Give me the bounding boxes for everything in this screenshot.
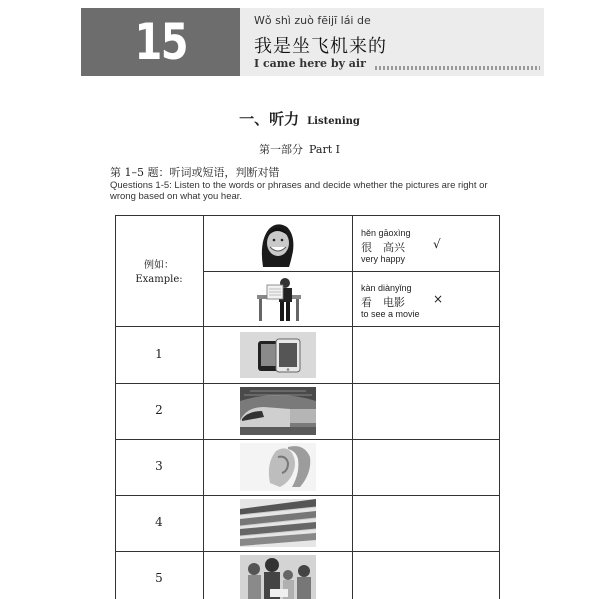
example-1-english: very happy (361, 254, 406, 264)
table-line (499, 215, 500, 599)
decorative-dash-line (375, 66, 540, 70)
section-title-english: Listening (307, 116, 360, 127)
man-reading-newspaper-photo (253, 275, 305, 323)
smiling-woman-photo (255, 221, 299, 267)
question-number: 5 (155, 571, 163, 585)
table-line (115, 551, 500, 552)
lesson-banner (81, 8, 544, 76)
table-line (115, 215, 500, 216)
part-title-chinese: 第一部分 (259, 143, 303, 156)
example-label (115, 259, 203, 287)
question-number: 3 (155, 459, 163, 473)
example-2-hanzi: 看 电影 (361, 296, 405, 309)
section-title-chinese: 一、听力 (239, 110, 300, 128)
part-heading (0, 141, 599, 157)
question-number: 4 (155, 515, 163, 529)
example-2-pinyin: kàn diànyǐng (361, 283, 412, 293)
question-number: 2 (155, 403, 163, 417)
example-2-english: to see a movie (361, 309, 420, 319)
table-line (115, 326, 500, 327)
instructions-chinese: 第 1–5 题：听词或短语，判断对错 (110, 166, 280, 179)
lesson-number-box (81, 8, 240, 76)
supermarket-shelves-photo (240, 499, 316, 547)
lesson-number: 15 (134, 13, 187, 71)
example-1-hanzi: 很 高兴 (361, 241, 405, 254)
family-group-photo (240, 555, 316, 599)
example-1-mark: √ (433, 237, 441, 251)
table-line (115, 495, 500, 496)
smartphones-photo (240, 332, 316, 378)
example-label-english: Example: (135, 274, 183, 285)
lesson-title-pinyin: Wǒ shì zuò fēijī lái de (254, 14, 371, 27)
ear-listening-photo (240, 443, 316, 491)
table-line (115, 383, 500, 384)
table-line (115, 439, 500, 440)
table-line (352, 215, 353, 599)
example-2-mark: × (433, 292, 444, 306)
section-heading (0, 108, 599, 129)
lesson-title-area (240, 8, 544, 76)
part-title-english: Part Ⅰ (309, 143, 340, 156)
question-number: 1 (155, 347, 163, 361)
example-label-chinese: 例如： (144, 260, 174, 271)
table-line (203, 215, 204, 599)
exercise-table (115, 215, 500, 599)
high-speed-train-photo (240, 387, 316, 435)
lesson-title-english: I came here by air (254, 57, 366, 70)
example-1-pinyin: hěn gāoxìng (361, 228, 411, 238)
lesson-title-chinese: 我是坐飞机来的 (254, 36, 387, 57)
instructions-english: Questions 1-5: Listen to the words or phrases and decide whether the pictures are right or wrong based on what you hear. (110, 180, 488, 202)
